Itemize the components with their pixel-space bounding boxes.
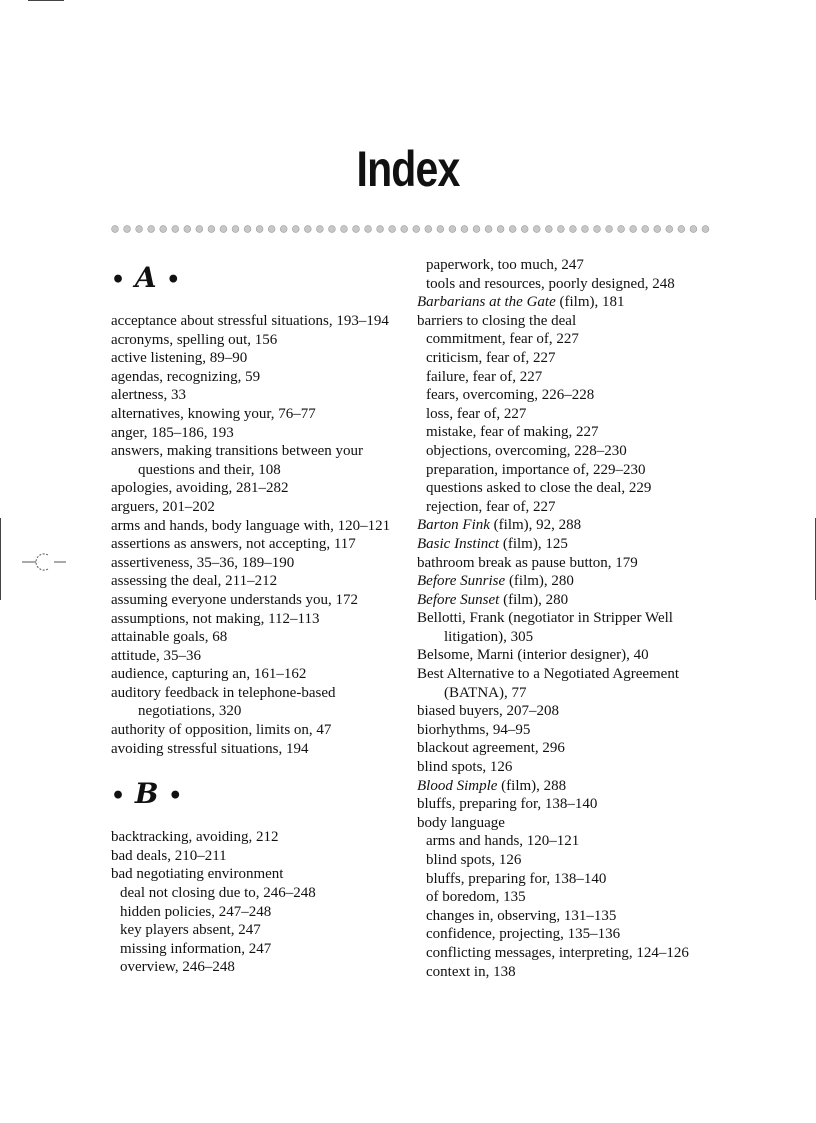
divider-dot — [654, 226, 661, 233]
divider-dot — [678, 226, 685, 233]
index-entry: authority of opposition, limits on, 47 — [111, 722, 332, 739]
index-entry: bluffs, preparing for, 138–140 — [417, 796, 598, 813]
index-entry: bad negotiating environment — [111, 866, 284, 883]
dotted-divider — [111, 224, 711, 234]
index-subentry: blind spots, 126 — [426, 852, 522, 868]
divider-dot — [136, 226, 143, 233]
index-subentry: bluffs, preparing for, 138–140 — [426, 870, 607, 887]
divider-dot — [521, 226, 528, 233]
divider-dot — [196, 226, 203, 233]
divider-dot — [389, 226, 396, 233]
index-entry: answers, making transitions between your questions and their, 108 — [111, 443, 364, 478]
index-subentry: tools and resources, poorly designed, 248 — [426, 275, 675, 292]
section-heading-b: • B • — [111, 777, 183, 811]
index-subentry: conflicting messages, interpreting, 124–126 — [426, 944, 689, 961]
index-subentry: fears, overcoming, 226–228 — [426, 387, 595, 404]
index-entry: assuming everyone understands you, 172 — [111, 591, 359, 608]
divider-dot — [160, 226, 167, 233]
crop-mark-left — [0, 518, 1, 600]
divider-dot — [545, 226, 552, 233]
index-subentry: hidden policies, 247–248 — [120, 903, 272, 920]
divider-dot — [304, 226, 311, 233]
divider-dot — [630, 226, 637, 233]
index-subentry: criticism, fear of, 227 — [426, 349, 556, 366]
index-entry: audience, capturing an, 161–162 — [111, 666, 307, 683]
divider-dot — [449, 226, 456, 233]
index-subentry: rejection, fear of, 227 — [426, 498, 556, 515]
index-entry: auditory feedback in telephone-based negotiations, 320 — [111, 684, 336, 720]
divider-dot — [148, 226, 155, 233]
divider-dot — [570, 226, 577, 233]
index-subentry: changes in, observing, 131–135 — [426, 907, 617, 924]
index-entry: biorhythms, 94–95 — [417, 721, 531, 738]
divider-dot — [184, 226, 191, 233]
divider-dot — [413, 226, 420, 233]
index-entry: Before Sunset (film), 280 — [417, 591, 569, 608]
index-entry: assertiveness, 35–36, 189–190 — [111, 554, 295, 571]
divider-dot — [509, 226, 516, 233]
index-entry: Barton Fink (film), 92, 288 — [417, 517, 582, 534]
index-entry: apologies, avoiding, 281–282 — [111, 480, 289, 497]
divider-dot — [497, 226, 504, 233]
index-subentry: failure, fear of, 227 — [426, 368, 543, 385]
section-heading-a: • A • — [111, 261, 181, 294]
index-entry: barriers to closing the deal — [417, 312, 577, 329]
index-entry: backtracking, avoiding, 212 — [111, 829, 279, 846]
divider-dot — [425, 226, 432, 233]
index-entry: active listening, 89–90 — [111, 350, 248, 367]
divider-dot — [268, 226, 275, 233]
index-subentry: mistake, fear of making, 227 — [426, 424, 599, 441]
divider-dot — [232, 226, 239, 233]
index-subentry: arms and hands, 120–121 — [426, 833, 580, 850]
divider-dot — [401, 226, 408, 233]
section-b-entries — [111, 828, 401, 884]
divider-dot — [316, 226, 323, 233]
divider-dot — [256, 226, 263, 233]
index-entry: Before Sunrise (film), 280 — [417, 573, 574, 590]
section-b-subentries — [111, 884, 401, 977]
divider-dot — [702, 226, 709, 233]
divider-dot — [582, 226, 589, 233]
index-entry: body language — [417, 814, 505, 831]
divider-dot — [377, 226, 384, 233]
crop-mark-top — [28, 0, 64, 1]
divider-dot — [341, 226, 348, 233]
index-entry: attainable goals, 68 — [111, 629, 228, 646]
index-entry: Belsome, Marni (interior designer), 40 — [417, 647, 649, 664]
divider-dot — [461, 226, 468, 233]
divider-dot — [557, 226, 564, 233]
index-subentry: context in, 138 — [426, 963, 516, 980]
divider-dot — [292, 226, 299, 233]
divider-dot — [690, 226, 697, 233]
divider-dot — [533, 226, 540, 233]
index-entry: acronyms, spelling out, 156 — [111, 331, 278, 348]
divider-dot — [208, 226, 215, 233]
index-subentry: commitment, fear of, 227 — [426, 331, 579, 348]
divider-dot — [353, 226, 360, 233]
index-entry: bathroom break as pause button, 179 — [417, 554, 638, 571]
divider-dot — [172, 226, 179, 233]
index-entry: arms and hands, body language with, 120–121 — [111, 517, 391, 534]
index-entry: avoiding stressful situations, 194 — [111, 740, 309, 757]
divider-dot — [594, 226, 601, 233]
index-entry: alertness, 33 — [111, 387, 186, 404]
divider-dot — [124, 226, 131, 233]
divider-dot — [666, 226, 673, 233]
index-subentry: questions asked to close the deal, 229 — [426, 480, 652, 497]
index-entry: Blood Simple (film), 288 — [417, 777, 567, 794]
divider-dot — [365, 226, 372, 233]
index-subentry: missing information, 247 — [120, 940, 272, 957]
section-a-entries — [111, 312, 401, 758]
index-entry: Best Alternative to a Negotiated Agreement (BATNA), 77 — [417, 666, 680, 701]
divider-dot — [220, 226, 227, 233]
index-entry: anger, 185–186, 193 — [111, 424, 234, 441]
divider-dot — [618, 226, 625, 233]
index-subentry: key players absent, 247 — [120, 922, 261, 939]
index-entry: Bellotti, Frank (negotiator in Stripper Well litigation), 305 — [417, 610, 673, 645]
index-subentry: paperwork, too much, 247 — [426, 257, 584, 273]
index-subentry: of boredom, 135 — [426, 889, 526, 906]
index-subentry: preparation, importance of, 229–230 — [426, 461, 646, 478]
index-entry: acceptance about stressful situations, 193–194 — [111, 313, 389, 329]
index-column-right — [417, 256, 717, 981]
divider-dot — [606, 226, 613, 233]
index-entry: Barbarians at the Gate (film), 181 — [417, 294, 625, 311]
registration-mark-icon — [22, 553, 66, 571]
divider-dot — [642, 226, 649, 233]
divider-dot — [329, 226, 336, 233]
index-entry: assertions as answers, not accepting, 117 — [111, 536, 356, 553]
index-entry: alternatives, knowing your, 76–77 — [111, 405, 316, 422]
divider-dot — [473, 226, 480, 233]
index-subentry: loss, fear of, 227 — [426, 405, 527, 422]
divider-dot — [437, 226, 444, 233]
divider-dot — [112, 226, 119, 233]
index-entry: blind spots, 126 — [417, 759, 513, 776]
index-entry: assumptions, not making, 112–113 — [111, 610, 320, 627]
index-entry: assessing the deal, 211–212 — [111, 573, 278, 590]
divider-dot — [280, 226, 287, 233]
page-title: Index — [356, 141, 460, 197]
index-entry: Basic Instinct (film), 125 — [417, 535, 568, 552]
index-entry: biased buyers, 207–208 — [417, 703, 560, 720]
index-entry: bad deals, 210–211 — [111, 847, 227, 864]
index-subentry: objections, overcoming, 228–230 — [426, 442, 627, 459]
index-subentry: deal not closing due to, 246–248 — [120, 885, 316, 902]
index-subentry: confidence, projecting, 135–136 — [426, 926, 621, 943]
divider-dot — [485, 226, 492, 233]
index-column-left — [111, 256, 401, 977]
index-subentry: overview, 246–248 — [120, 959, 235, 976]
index-entry: blackout agreement, 296 — [417, 740, 565, 757]
index-entry: arguers, 201–202 — [111, 498, 215, 515]
index-entry: attitude, 35–36 — [111, 647, 201, 664]
index-entry: agendas, recognizing, 59 — [111, 368, 261, 385]
divider-dot — [244, 226, 251, 233]
